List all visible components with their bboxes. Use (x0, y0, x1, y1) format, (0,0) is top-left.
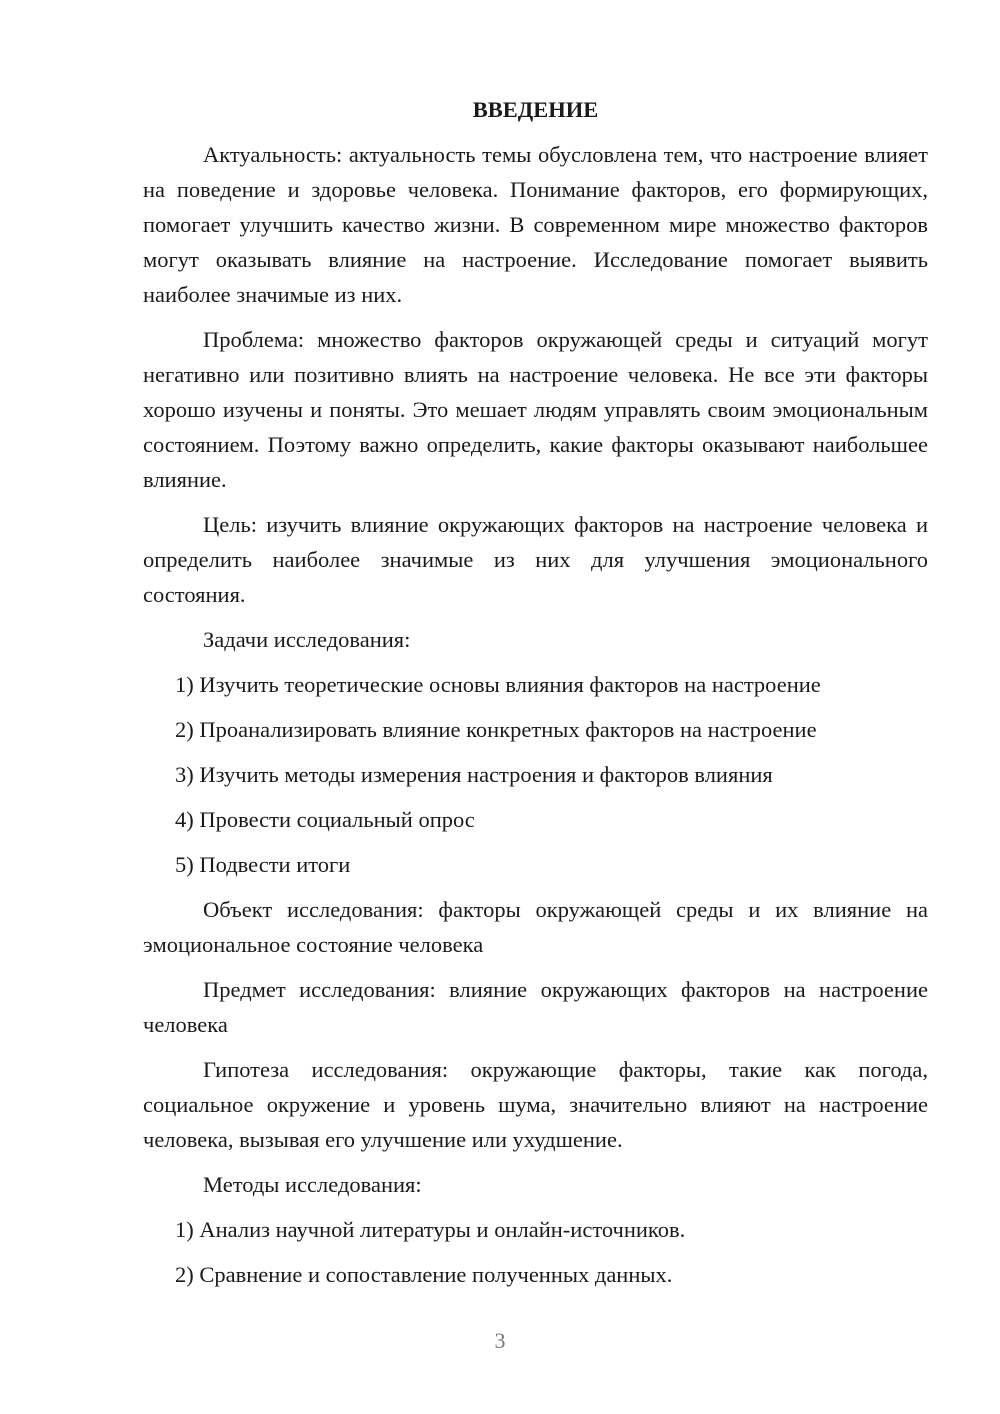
method-item: 2) Сравнение и сопоставление полученных данных. (175, 1262, 673, 1287)
tasks-heading: Задачи исследования: (203, 627, 411, 652)
methods-heading: Методы исследования: (203, 1172, 422, 1197)
tasks-list (143, 667, 928, 882)
page-title: ВВЕДЕНИЕ (472, 97, 599, 122)
problem-paragraph: Проблема: множество факторов окружающей среды и ситуаций могут негативно или позитивно влиять на настроение человека. Не все эти факторы хорошо изучены и поняты. Это мешает людям управлять своим эмоциональным состоянием. Поэтому важно определить, какие факторы оказывают наибольшее влияние. (143, 327, 928, 492)
task-item: 1) Изучить теоретические основы влияния факторов на настроение (175, 672, 821, 697)
subject-paragraph: Предмет исследования: влияние окружающих факторов на настроение человека (143, 977, 928, 1037)
task-item: 5) Подвести итоги (175, 852, 351, 877)
relevance-paragraph: Актуальность: актуальность темы обусловлена тем, что настроение влияет на поведение и здоровье человека. Понимание факторов, его формирующих, помогает улучшить качество жизни. В современном мире множество факторов могут оказывать влияние на настроение. Исследование помогает выявить наиболее значимые из них. (143, 142, 928, 307)
methods-list (143, 1212, 928, 1292)
method-item: 1) Анализ научной литературы и онлайн-источников. (175, 1217, 686, 1242)
hypothesis-paragraph: Гипотеза исследования: окружающие факторы, такие как погода, социальное окружение и уровень шума, значительно влияют на настроение человека, вызывая его улучшение или ухудшение. (143, 1057, 928, 1152)
task-item: 2) Проанализировать влияние конкретных факторов на настроение (175, 717, 817, 742)
task-item: 4) Провести социальный опрос (175, 807, 475, 832)
task-item: 3) Изучить методы измерения настроения и факторов влияния (175, 762, 773, 787)
goal-paragraph: Цель: изучить влияние окружающих факторов на настроение человека и определить наиболее значимые из них для улучшения эмоционального состояния. (143, 512, 928, 607)
object-paragraph: Объект исследования: факторы окружающей среды и их влияние на эмоциональное состояние человека (143, 897, 928, 957)
document-page (143, 92, 928, 1302)
page-number: 3 (494, 1328, 506, 1353)
